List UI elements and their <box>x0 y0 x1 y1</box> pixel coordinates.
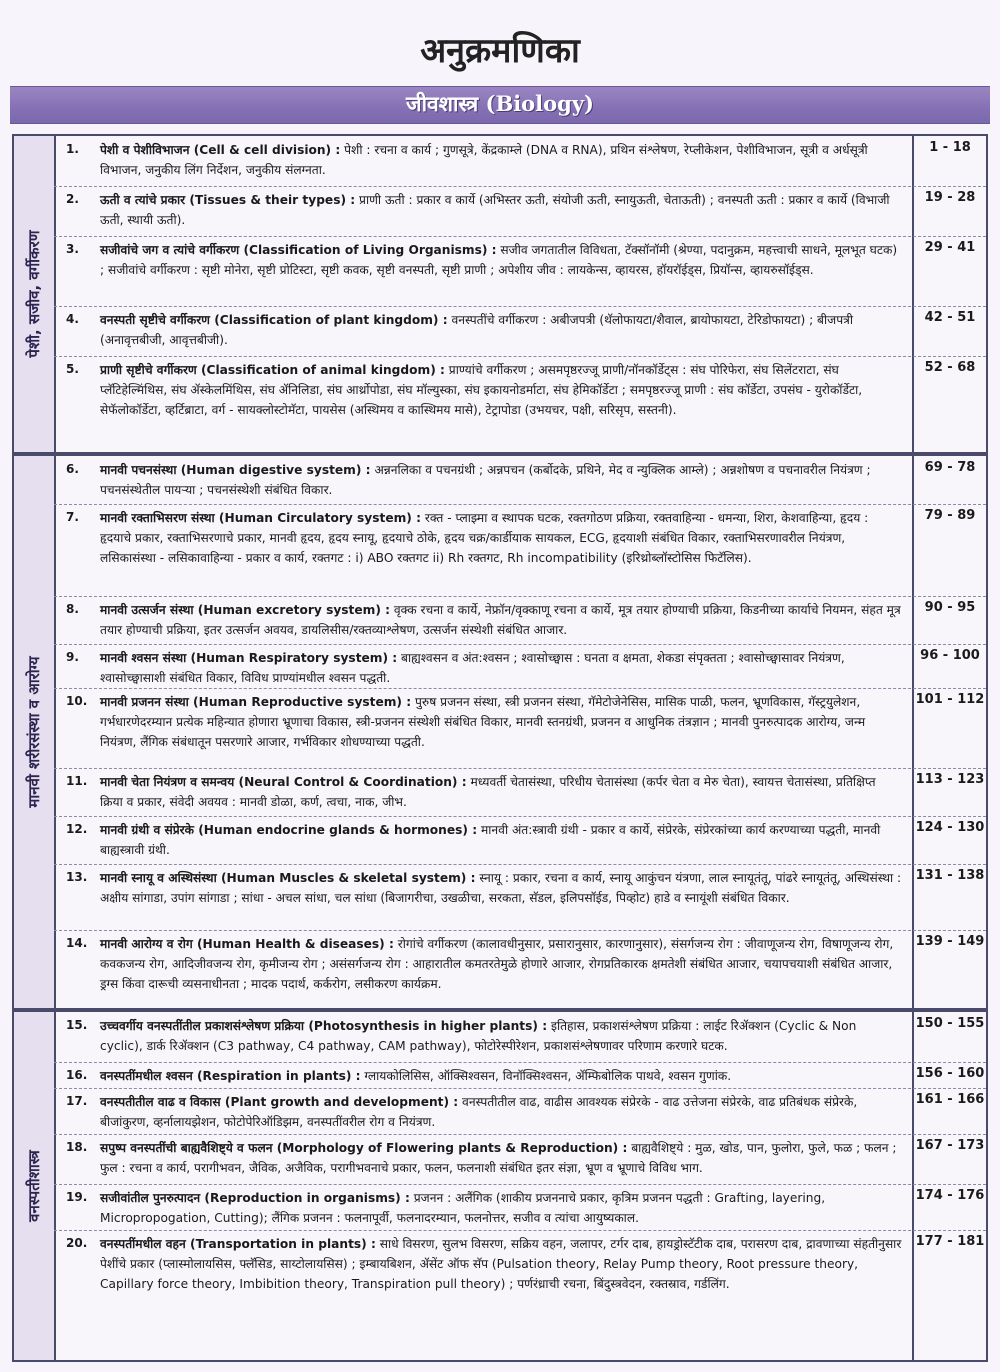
entry-page-range: 19 - 28 <box>924 190 976 205</box>
subject-title: जीवशास्त्र (Biology) <box>406 91 594 116</box>
entry-page-range: 90 - 95 <box>924 600 976 615</box>
toc-entry <box>54 768 986 817</box>
entry-number: 8. <box>66 602 79 616</box>
entry-text: मानवी अंत:स्त्रावी ग्रंथी - प्रकार व कार्ये, संप्रेरके, संप्रेरकांच्या कार्य करण्याच्या पद्धती, मानवी बाह्यस्त्रावी ग्रंथी. <box>100 823 881 857</box>
entry-title: वनस्पतींमधील वहन (Transportation in plants) : <box>100 1237 376 1251</box>
entry-page-range: 42 - 51 <box>924 310 976 325</box>
subject-banner <box>10 86 990 124</box>
entry-description <box>100 868 902 908</box>
entry-page-range: 167 - 173 <box>915 1138 985 1153</box>
toc-entry <box>54 456 986 505</box>
entry-page-range: 79 - 89 <box>924 508 976 523</box>
entry-description <box>100 1188 902 1228</box>
entry-text: प्राणी ऊती : प्रकार व कार्ये (अभिस्तर ऊती, संयोजी ऊती, स्नायुऊती, चेताऊती) ; वनस्पती ऊती : प्रकार व कार्ये (विभाजी ऊती, स्थायी ऊती). <box>100 193 890 227</box>
toc-entry <box>54 1062 986 1089</box>
entry-page-range: 131 - 138 <box>915 868 985 883</box>
entry-text: सजीव जगतातील विविधता, टॅक्सॉनॉमी (श्रेण्या, पदानुक्रम, महत्त्वाची साधने, मूलभूत घटक) ; सजीवांचे वर्गीकरण : सृष्टी मोनेरा, सृष्टी प्रोटिस्टा, सृष्टी कवक, सृष्टी वनस्पती, सृष्टी प्राणी ; अपेशीय जीव : लायकेन्स, व्हायरस, हॉयरॉईड्स, प्रियॉन्स, व्हायरुसॉईड्स. <box>100 243 898 277</box>
entry-description <box>100 1016 902 1056</box>
entry-title: सपुष्प वनस्पतींची बाह्यवैशिष्ट्ये व फलन (Morphology of Flowering plants & Reproduction) : <box>100 1141 628 1155</box>
entry-number: 1. <box>66 142 79 156</box>
section-label: वनस्पतीशास्त्र <box>25 1150 43 1222</box>
entry-text: रक्त - प्लाझ्मा व स्थापक घटक, रक्तगोठण प्रक्रिया, रक्तवाहिन्या - धमन्या, शिरा, केशवाहिन्या, हृदय : हृदयाचे प्रकार, रक्ताभिसरणाचे प्रकार, मानवी हृदय, हृदय स्नायू, हृदयाचे ठोके, हृदय चक्र/कार्डीयाक सायकल, ECG, हृदयाशी संबंधित विकार, रक्ताभिसरणावरील नियंत्रण, लसिकासंस्था - लसिकावाहिन्या - प्रकार व कार्य, रक्तगट : i) ABO रक्तगट ii) Rh रक्तगट, Rh incompatibility (इरिथ्रोब्लॉस्टोसिस फिटॅलिस). <box>100 511 869 565</box>
section-side-panel <box>14 456 56 1008</box>
entry-text: पुरुष प्रजनन संस्था, स्त्री प्रजनन संस्था, गॅमेटोजेनेसिस, मासिक पाळी, फलन, भ्रूणविकास, गॅस्ट्रयुलेशन, गर्भधारणेदरम्यान प्रत्येक महिन्यात होणारा भ्रूणाचा विकास, स्त्री-प्रजनन संस्थेशी संबंधित विकार, मानवी स्तनग्रंथी, प्रजनन व आधुनिक तंत्रज्ञान ; मानवी पुनरुत्पादक आरोग्य, जन्म नियंत्रण, लैंगिक संबंधातून पसरणारे आजार, गर्भविकार शोधण्याच्या पद्धती. <box>100 695 866 749</box>
section-side-panel <box>14 1012 56 1360</box>
entry-description <box>100 600 902 640</box>
entry-page-range: 177 - 181 <box>915 1234 985 1249</box>
entry-page-range: 113 - 123 <box>915 772 985 787</box>
toc-entry <box>54 1012 986 1063</box>
section-side-panel <box>14 136 56 452</box>
entry-text: रोगांचे वर्गीकरण (कालावधीनुसार, प्रसारानुसार, कारणानुसार), संसर्गजन्य रोग : जीवाणूजन्य रोग, विषाणूजन्य रोग, कवकजन्य रोग, आदिजीवजन्य रोग, कृमीजन्य रोग ; असंसर्गजन्य रोग : आहारातील कमतरतेमुळे होणारे आजार, रोगप्रतिकारक क्षमतेशी संबंधित आजार, चयापचयाशी संबंधित आजार, ड्रग्स किंवा दारूची व्यसनाधीनता ; मादक पदार्थ, कर्करोग, लसीकरण कार्यक्रम. <box>100 937 894 991</box>
entry-description <box>100 240 902 280</box>
toc-entry <box>54 930 986 1012</box>
toc-entry <box>54 1134 986 1185</box>
entry-number: 16. <box>66 1068 88 1082</box>
entry-title: मानवी रक्ताभिसरण संस्था (Human Circulatory system) : <box>100 511 421 525</box>
entry-description <box>100 460 902 500</box>
entry-number: 11. <box>66 774 88 788</box>
entry-description <box>100 1234 902 1294</box>
entry-title: मानवी स्नायू व अस्थिसंस्था (Human Muscles & skeletal system) : <box>100 871 476 885</box>
entry-text: वनस्पतींचे वर्गीकरण : अबीजपत्री (थॅलोफायटा/शैवाल, ब्रायोफायटा, टेरिडोफायटा) ; बीजपत्री (अनावृत्तबीजी, आवृत्तबीजी). <box>100 313 854 347</box>
entry-title: मानवी प्रजनन संस्था (Human Reproductive system) : <box>100 695 412 709</box>
entry-text: साधे विसरण, सुलभ विसरण, सक्रिय वहन, जलापर, टर्गर दाब, हायड्रोस्टॅटीक दाब, परासरण दाब, द्रावणाच्या संहतीनुसार पेशींचे प्रकार (प्लास्मोलायसिस, फ्लॅसिड, साय्टोलायसिस) ; इम्बायबिशन, ॲसेंट ऑफ सॅप (Pulsation theory, Relay Pump theory, Root pressure theory, Capillary force theory, Imbibition theory, Transpiration pull theory) ; पर्णरंध्राची रचना, बिंदुस्त्रवेदन, रक्तस्राव, गर्डलिंग. <box>100 1237 902 1291</box>
section-label: पेशी, सजीव, वर्गीकरण <box>25 230 43 358</box>
entry-page-range: 101 - 112 <box>915 692 985 707</box>
entry-page-range: 124 - 130 <box>915 820 985 835</box>
toc-entry <box>54 306 986 357</box>
entry-text: वनस्पतीतील वाढ, वाढीस आवश्यक संप्रेरके - वाढ उत्तेजना संप्रेरके, वाढ प्रतिबंधक संप्रेरके, बीजांकुरण, व्हर्नालायझेशन, फोटोपेरिऑडिझम, वनस्पतींवरील रोग व नियंत्रण. <box>100 1095 858 1129</box>
toc-entry <box>54 1230 986 1302</box>
entry-title: मानवी ग्रंथी व संप्रेरके (Human endocrine glands & hormones) : <box>100 823 478 837</box>
entry-number: 17. <box>66 1094 88 1108</box>
entry-number: 2. <box>66 192 79 206</box>
entry-page-range: 174 - 176 <box>915 1188 985 1203</box>
entry-title: मानवी उत्सर्जन संस्था (Human excretory system) : <box>100 603 391 617</box>
entry-text: बाह्यश्वसन व अंत:श्वसन ; श्वासोच्छ्वास : घनता व क्षमता, शेकडा संपृक्तता ; श्वासोच्छ्वासावर नियंत्रण, श्वासोच्छ्वासाशी संबंधित विकार, विविध प्राण्यांमधील श्वसन पद्धती. <box>100 651 845 685</box>
toc-entry <box>54 864 986 931</box>
entry-text: स्नायू : प्रकार, रचना व कार्य, स्नायू आकुंचन यंत्रणा, लाल स्नायूतंतू, पांढरे स्नायूतंतू, अस्थिसंस्था : अक्षीय सांगाडा, उपांग सांगाडा ; सांधा - अचल सांधा, चल सांधा (बिजागरीचा, उखळीचा, सरकता, सॅडल, इलिपसॉईड, पिव्होट) हाडे व स्नायूंशी संबंधित विकार. <box>100 871 902 905</box>
section-group-human-body-health <box>12 454 988 1010</box>
entry-page-range: 96 - 100 <box>920 648 980 663</box>
entry-page-range: 156 - 160 <box>915 1066 985 1081</box>
entry-page-range: 1 - 18 <box>929 140 971 155</box>
toc-entry <box>54 236 986 307</box>
entry-text: वृक्क रचना व कार्ये, नेफ्रॉन/वृक्काणू रचना व कार्ये, मूत्र तयार होण्याची प्रक्रिया, किडनीच्या कार्याचे नियमन, संहत मूत्र तयार होण्याची प्रक्रिया, इतर उत्सर्जन अवयव, डायलिसीस/रक्तव्याश्लेषण, उत्सर्जन संस्थेशी संबंधित आजार. <box>100 603 901 637</box>
entry-title: वनस्पतीतील वाढ व विकास (Plant growth and development) : <box>100 1095 459 1109</box>
entry-text: बाह्यवैशिष्ट्ये : मुळ, खोड, पान, फुलोरा, फुले, फळ ; फलन ; फुल : रचना व कार्य, परागीभवन, जैविक, अजैविक, परागीभवनाचे प्रकार, फलन, फलनाशी संबंधित इतर संज्ञा, भ्रूण व भ्रूणाचे विविध भाग. <box>100 1141 897 1175</box>
entry-description <box>100 934 902 994</box>
entry-number: 20. <box>66 1236 88 1250</box>
page-title: अनुक्रमणिका <box>420 31 580 71</box>
toc-entry <box>54 644 986 689</box>
entry-description <box>100 1138 902 1178</box>
entry-description <box>100 648 902 688</box>
entry-title: वनस्पती सृष्टीचे वर्गीकरण (Classification of plant kingdom) : <box>100 313 448 327</box>
toc-entry <box>54 688 986 769</box>
entry-page-range: 150 - 155 <box>915 1016 985 1031</box>
entry-text: अन्ननलिका व पचनग्रंथी ; अन्नपचन (कर्बोदके, प्रथिने, मेद व न्युक्लिक आम्ले) ; अन्नशोषण व पचनावरील नियंत्रण ; पचनसंस्थेतील पायऱ्या ; पचनसंस्थेशी संबंधित विकार. <box>100 463 871 497</box>
entry-text: ग्लायकोलिसिस, ऑक्सिश्वसन, विनॉक्सिश्वसन, ॲम्फिबोलिक पाथवे, श्वसन गुणांक. <box>364 1069 732 1083</box>
entry-title: मानवी पचनसंस्था (Human digestive system) : <box>100 463 371 477</box>
entry-page-range: 161 - 166 <box>915 1092 985 1107</box>
entry-description <box>100 140 902 180</box>
entry-title: पेशी व पेशीविभाजन (Cell & cell division) : <box>100 143 341 157</box>
entry-number: 13. <box>66 870 88 884</box>
entry-text: पेशी : रचना व कार्य ; गुणसूत्रे, केंद्रकाम्ले (DNA व RNA), प्रथिन संश्लेषण, रेप्लीकेशन, पेशीविभाजन, सूत्री व अर्धसूत्री विभाजन, जनुकीय लिंग निर्देशन, जनुकीय संलग्नता. <box>100 143 868 177</box>
toc-entry <box>54 596 986 645</box>
entry-title: ऊती व त्यांचे प्रकार (Tissues & their types) : <box>100 193 356 207</box>
entry-number: 18. <box>66 1140 88 1154</box>
entry-number: 5. <box>66 362 79 376</box>
entry-title: मानवी आरोग्य व रोग (Human Health & diseases) : <box>100 937 394 951</box>
entry-text: मध्यवर्ती चेतासंस्था, परिधीय चेतासंस्था (कर्पर चेता व मेरु चेता), स्वायत्त चेतासंस्था, प्रतिक्षिप्त क्रिया व प्रकार, संवेदी अवयव : मानवी डोळा, कर्ण, त्वचा, नाक, जीभ. <box>100 775 876 809</box>
entry-number: 3. <box>66 242 79 256</box>
entry-description <box>100 1092 902 1132</box>
entry-number: 6. <box>66 462 79 476</box>
entry-page-range: 139 - 149 <box>915 934 985 949</box>
toc-entry <box>54 816 986 865</box>
toc-entry <box>54 136 986 187</box>
entry-page-range: 52 - 68 <box>924 360 976 375</box>
entry-description <box>100 360 902 420</box>
entry-page-range: 29 - 41 <box>924 240 976 255</box>
entry-text: प्राण्यांचे वर्गीकरण ; असमपृष्ठरज्जू प्राणी/नॉनकॉर्डेट्स : संघ पोरिफेरा, संघ सिलेंटराटा, संघ प्लॅटिहेल्मिंथिस, संघ ॲस्केलमिंथिस, संघ ॲनिलिडा, संघ आर्थ्रोपोडा, संघ मॉल्युस्का, संघ इकायनोडर्माटा, संघ हेमिकॉर्डेटा ; समपृष्ठरज्जू प्राणी : संघ कॉर्डेटा, उपसंघ - युरोकॉर्डेटा, सेफॅलोकॉर्डेटा, व्हर्टिब्राटा, वर्ग - सायक्लोस्टोमॅटा, पायसेस (अस्थिमय व कास्थिमय मासे), टेट्रापोडा (उभयचर, पक्षी, सरिसृप, सस्तनी). <box>100 363 863 417</box>
section-label: मानवी शरीरसंस्था व आरोग्य <box>25 656 43 808</box>
toc-entry <box>54 356 986 452</box>
toc-entry <box>54 1184 986 1231</box>
entry-title: वनस्पतींमधील श्वसन (Respiration in plants) : <box>100 1069 361 1083</box>
entry-number: 15. <box>66 1018 88 1032</box>
entry-number: 9. <box>66 650 79 664</box>
entry-description <box>100 508 902 568</box>
entry-description <box>100 310 902 350</box>
entry-number: 10. <box>66 694 88 708</box>
entry-description <box>100 692 902 752</box>
entry-number: 7. <box>66 510 79 524</box>
entry-title: प्राणी सृष्टीचे वर्गीकरण (Classification of animal kingdom) : <box>100 363 445 377</box>
entry-number: 12. <box>66 822 88 836</box>
entry-description <box>100 1066 902 1086</box>
toc-entry <box>54 1088 986 1135</box>
section-group-botany <box>12 1010 988 1362</box>
entry-number: 14. <box>66 936 88 950</box>
toc-entry <box>54 504 986 597</box>
entry-title: उच्चवर्गीय वनस्पतींतील प्रकाशसंश्लेषण प्रक्रिया (Photosynthesis in higher plants) : <box>100 1019 548 1033</box>
toc-entry <box>54 186 986 237</box>
entry-page-range: 69 - 78 <box>924 460 976 475</box>
section-group-cells-classification <box>12 134 988 454</box>
entry-title: सजीवांतील पुनरुत्पादन (Reproduction in organisms) : <box>100 1191 410 1205</box>
entry-number: 19. <box>66 1190 88 1204</box>
entry-text: प्रजनन : अलैंगिक (शाकीय प्रजननाचे प्रकार, कृत्रिम प्रजनन पद्धती : Grafting, layering, Micropropogation, Cutting); लैंगिक प्रजनन : फलनापूर्वी, फलनादरम्यान, फलनोत्तर, सजीव व त्यांचा आयुष्यकाल. <box>100 1191 826 1225</box>
entry-number: 4. <box>66 312 79 326</box>
entry-description <box>100 820 902 860</box>
entry-title: मानवी चेता नियंत्रण व समन्वय (Neural Control & Coordination) : <box>100 775 467 789</box>
entry-title: सजीवांचे जग व त्यांचे वर्गीकरण (Classification of Living Organisms) : <box>100 243 497 257</box>
entry-title: मानवी श्वसन संस्था (Human Respiratory system) : <box>100 651 398 665</box>
entry-text: इतिहास, प्रकाशसंश्लेषण प्रक्रिया : लाईट रिॲक्शन (Cyclic & Non cyclic), डार्क रिॲक्शन (C3 pathway, C4 pathway, CAM pathway), फोटोरेस्पीरेशन, प्रकाशसंश्लेषणावर परिणाम करणारे घटक. <box>100 1019 857 1053</box>
entry-description <box>100 772 902 812</box>
entry-description <box>100 190 902 230</box>
